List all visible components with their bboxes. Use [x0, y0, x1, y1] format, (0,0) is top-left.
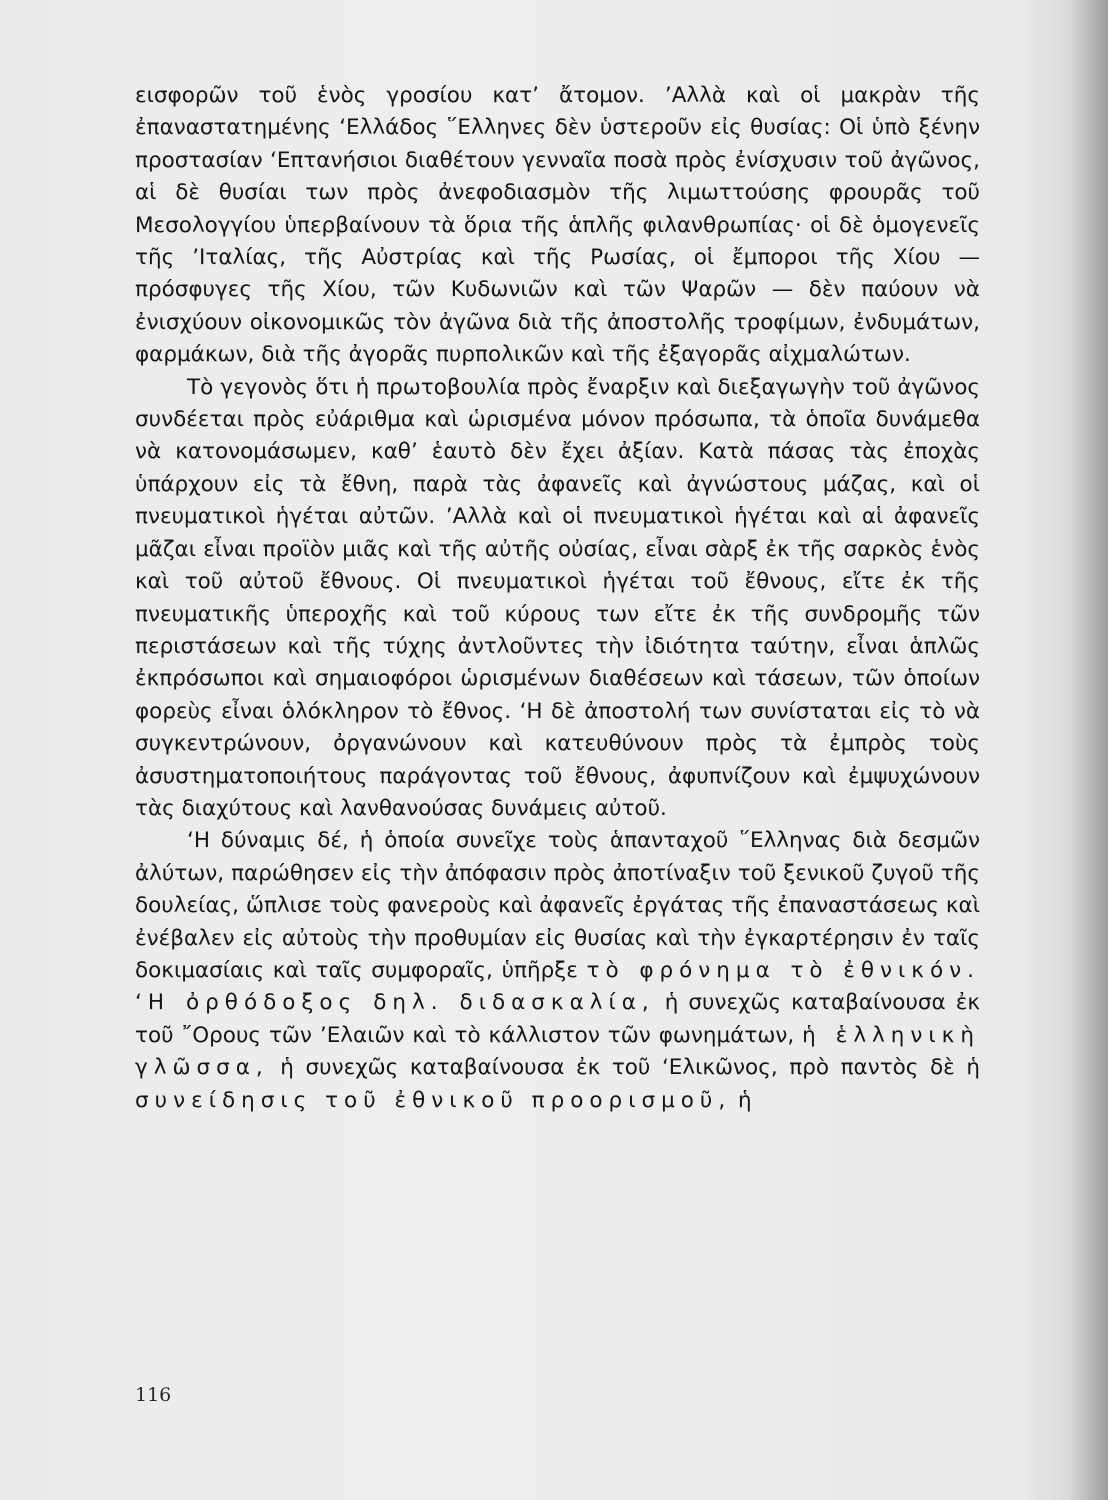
emphasis-national-destiny: συνείδησις τοῦ ἐθνικοῦ προορισμοῦ, — [135, 1087, 732, 1113]
page-number: 116 — [135, 1384, 172, 1406]
emphasis-orthodox-teaching: ‘Η ὀρθόδοξος δηλ. διδασκαλία, — [135, 990, 655, 1016]
paragraph-3 — [135, 825, 980, 1117]
paragraph-3-part-3: ἡ συνεχῶς καταβαίνουσα ἐκ τοῦ ῎Ορους τῶν ’Ελαιῶν καὶ τὸ κάλλιστον τῶν φωνημάτων, — [135, 990, 980, 1048]
emphasis-greek-language: ἡ ἑλληνικὴ γλῶσσα, — [135, 1022, 980, 1081]
paragraph-1: εισφορῶν τοῦ ἑνὸς γροσίου κατ’ ἄτομον. ’Αλλὰ καὶ οἱ μακρὰν τῆς ἐπαναστατημένης ‘Ελλάδος ῞Ελληνες δὲν ὑστεροῦν εἰς θυσίας: Οἱ ὑπὸ ξένην προστασίαν ‘Επτανήσιοι διαθέτουν γενναῖα ποσὰ πρὸς ἐνίσχυσιν τοῦ ἀγῶνος, αἱ δὲ θυσίαι των πρὸς ἀνεφοδιασμὸν τῆς λιμωττούσης φρουρᾶς τοῦ Μεσολογγίου ὑπερβαίνουν τὰ ὅρια τῆς ἁπλῆς φιλανθρωπίας· οἱ δὲ ὁμογενεῖς τῆς ’Ιταλίας, τῆς Αὐστρίας καὶ τῆς Ρωσίας, οἱ ἔμποροι τῆς Χίου — πρόσφυγες τῆς Χίου, τῶν Κυδωνιῶν καὶ τῶν Ψαρῶν — δὲν παύουν νὰ ἐνισχύουν οἰκονομικῶς τὸν ἀγῶνα διὰ τῆς ἀποστολῆς τροφίμων, ἐνδυμάτων, φαρμάκων, διὰ τῆς ἀγορᾶς πυρπολικῶν καὶ τῆς ἐξαγορᾶς αἰχμαλώτων. — [135, 83, 980, 368]
paragraph-3-part-4: ἡ συνεχῶς καταβαίνουσα ἐκ τοῦ ‘Ελικῶνος, πρὸ παντὸς δὲ ἡ — [268, 1055, 980, 1081]
page-edge-shadow — [1068, 0, 1108, 1500]
emphasis-national-spirit: τὸ φρόνημα τὸ ἐθνικόν. — [586, 957, 980, 983]
paragraph-3-part-5: ἡ — [731, 1087, 752, 1113]
paragraph-2: Τὸ γεγονὸς ὅτι ἡ πρωτοβουλία πρὸς ἔναρξιν καὶ διεξαγωγὴν τοῦ ἀγῶνος συνδέεται πρὸς εὐάριθμα καὶ ὡρισμένα μόνον πρόσωπα, τὰ ὁποῖα δυνάμεθα νὰ κατονομάσωμεν, καθ’ ἑαυτὸ δὲν ἔχει ἀξίαν. Κατὰ πάσας τὰς ἐποχὰς ὑπάρχουν εἰς τὰ ἔθνη, παρὰ τὰς ἀφανεῖς καὶ ἀγνώστους μάζας, καὶ οἱ πνευματικοὶ ἡγέται αὐτῶν. ’Αλλὰ καὶ οἱ πνευματικοὶ ἡγέται καὶ αἱ ἀφανεῖς μᾶζαι εἶναι προϊὸν μιᾶς καὶ τῆς αὐτῆς οὐσίας, εἶναι σὰρξ ἐκ τῆς σαρκὸς ἑνὸς καὶ τοῦ αὐτοῦ ἔθνους. Οἱ πνευματικοὶ ἡγέται τοῦ ἔθνους, εἴτε ἐκ τῆς πνευματικῆς ὑπεροχῆς καὶ τοῦ κύρους των εἴτε ἐκ τῆς συνδρομῆς τῶν περιστάσεων καὶ τῆς τύχης ἀντλοῦντες τὴν ἰδιότητα ταύτην, εἶναι ἁπλῶς ἐκπρόσωποι καὶ σημαιοφόροι ὡρισμένων διαθέσεων καὶ τάσεων, τῶν ὁποίων φορεὺς εἶναι ὁλόκληρον τὸ ἔθνος. ‘Η δὲ ἀποστολή των συνίσταται εἰς τὸ νὰ συγκεντρώνουν, ὀργανώνουν καὶ κατευθύνουν πρὸς τὰ ἐμπρὸς τοὺς ἀσυστηματοποιήτους παράγοντας τοῦ ἔθνους, ἀφυπνίζουν καὶ ἐμψυχώνουν τὰς διαχύτους καὶ λανθανούσας δυνάμεις αὐτοῦ. — [135, 374, 980, 821]
body-text — [135, 80, 980, 1117]
paragraph-3-part-1: ‘Η δύναμις δέ, ἡ ὁποία συνεῖχε τοὺς ἁπανταχοῦ ῞Ελληνας διὰ δεσμῶν ἀλύτων, παρώθησεν εἰς τὴν ἀπόφασιν πρὸς ἀποτίναξιν τοῦ ξενικοῦ ζυγοῦ τῆς δουλείας, ὥπλισε τοὺς φανεροὺς καὶ ἀφανεῖς ἐργάτας τῆς ἐπαναστάσεως καὶ ἐνέβαλεν εἰς αὐτοὺς τὴν προθυμίαν εἰς θυσίας καὶ τὴν ἐγκαρτέρησιν ἐν ταῖς δοκιμασίαις καὶ ταῖς συμφοραῖς, ὑπῆρξε — [135, 828, 980, 983]
